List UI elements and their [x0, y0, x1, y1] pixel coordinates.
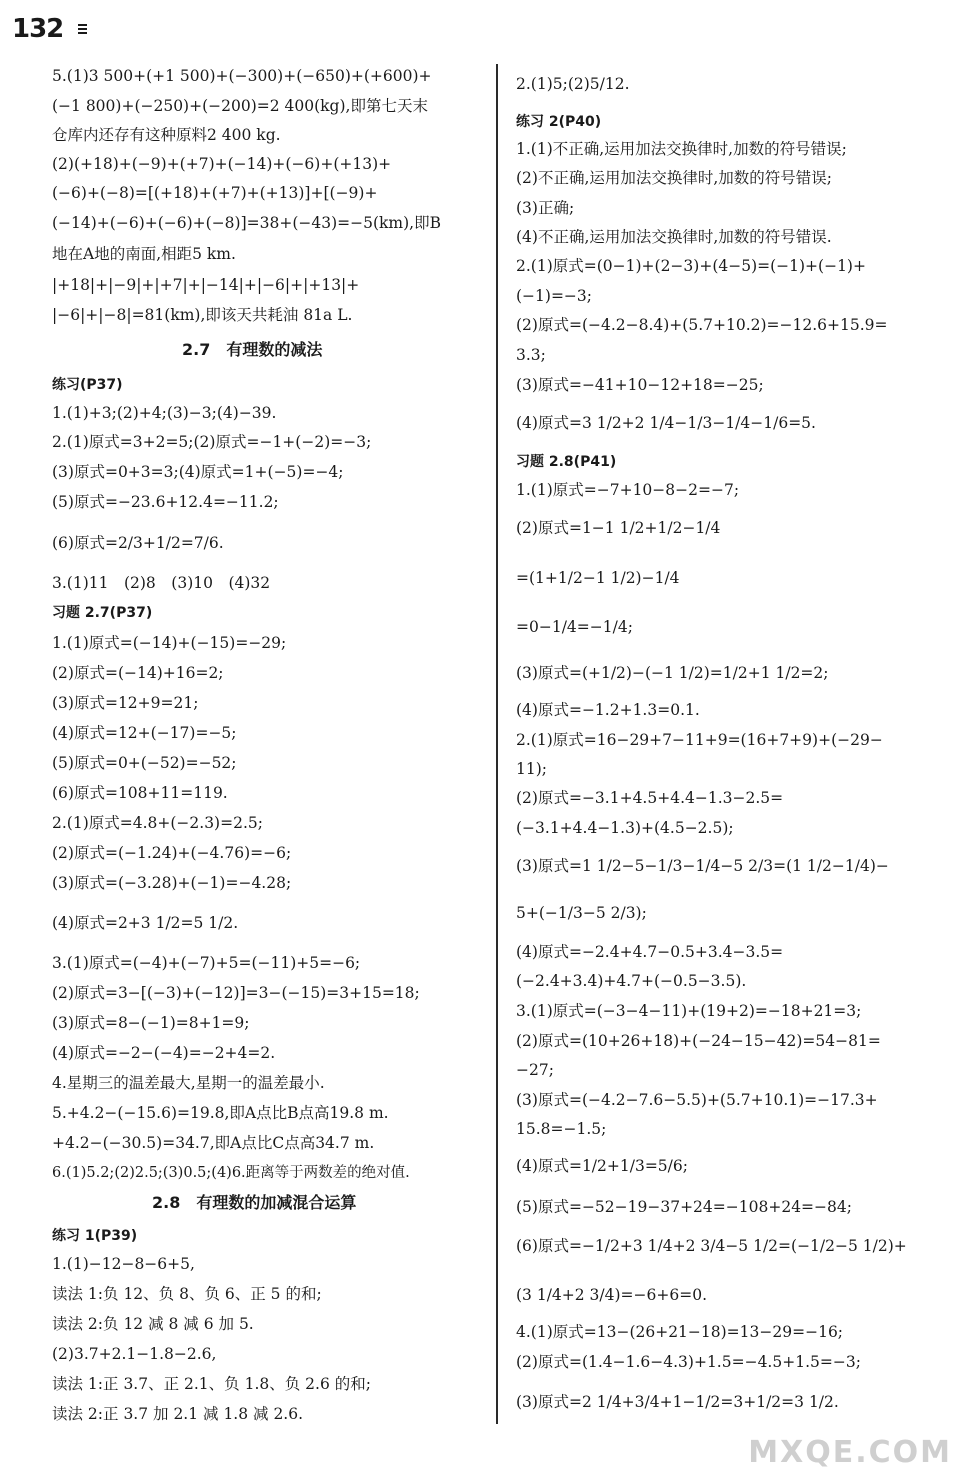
text-line: 读法 1:正 3.7、正 2.1、负 1.8、负 2.6 的和;: [52, 1375, 371, 1393]
text-line: 6.(1)5.2;(2)2.5;(3)0.5;(4)6.距离等于两数差的绝对值.: [52, 1165, 410, 1181]
text-line: =0−1/4=−1/4;: [516, 618, 633, 636]
section-title: 2.8 有理数的加减混合运算: [152, 1193, 357, 1212]
text-line: (4)原式=3 1/2+2 1/4−1/3−1/4−1/6=5.: [516, 414, 816, 432]
text-line: (2)不正确,运用加法交换律时,加数的符号错误;: [516, 169, 833, 187]
text-line: (2)原式=(10+26+18)+(−24−15−42)=54−81=: [516, 1032, 881, 1050]
text-line: (4)原式=−2−(−4)=−2+4=2.: [52, 1044, 276, 1062]
text-line: 3.3;: [516, 346, 546, 364]
text-line: 1.(1)原式=(−14)+(−15)=−29;: [52, 634, 287, 652]
text-line: (2)原式=−3.1+4.5+4.4−1.3−2.5=: [516, 789, 784, 807]
text-line: (−6)+(−8)=[(+18)+(+7)+(+13)]+[(−9)+: [52, 184, 378, 202]
text-line: (3)原式=2 1/4+3/4+1−1/2=3+1/2=3 1/2.: [516, 1393, 839, 1411]
exercise-heading: 习题 2.7(P37): [52, 605, 153, 621]
exercise-heading: 习题 2.8(P41): [516, 454, 617, 470]
text-line: |−6|+|−8|=81(km),即该天共耗油 81a L.: [52, 306, 353, 324]
watermark: MXQE.COM: [748, 1435, 952, 1470]
text-line: 读法 1:负 12、负 8、负 6、正 5 的和;: [52, 1285, 322, 1303]
text-line: (2)原式=(1.4−1.6−4.3)+1.5=−4.5+1.5=−3;: [516, 1353, 861, 1371]
text-line: 2.(1)原式=4.8+(−2.3)=2.5;: [52, 814, 263, 832]
text-line: (3)原式=1 1/2−5−1/3−1/4−5 2/3=(1 1/2−1/4)−: [516, 857, 889, 875]
text-line: (5)原式=−23.6+12.4=−11.2;: [52, 493, 279, 511]
text-line: 5.(1)3 500+(+1 500)+(−300)+(−650)+(+600)+: [52, 67, 432, 85]
text-line: 15.8=−1.5;: [516, 1120, 607, 1138]
text-line: 1.(1)原式=−7+10−8−2=−7;: [516, 481, 740, 499]
text-line: (−1)=−3;: [516, 287, 593, 305]
page-number: 132: [12, 14, 64, 44]
page-number-mark: [78, 24, 87, 36]
section-title: 2.7 有理数的减法: [182, 340, 323, 359]
exercise-heading: 练习 2(P40): [516, 114, 602, 130]
text-line: 5+(−1/3−5 2/3);: [516, 904, 647, 922]
text-line: (2)原式=1−1 1/2+1/2−1/4: [516, 519, 721, 537]
column-divider: [496, 64, 498, 1424]
text-line: 1.(1)+3;(2)+4;(3)−3;(4)−39.: [52, 404, 277, 422]
exercise-heading: 练习 1(P39): [52, 1228, 138, 1244]
text-line: 读法 2:正 3.7 加 2.1 减 1.8 减 2.6.: [52, 1405, 304, 1423]
text-line: 4.(1)原式=13−(26+21−18)=13−29=−16;: [516, 1323, 844, 1341]
text-line: (3)原式=(+1/2)−(−1 1/2)=1/2+1 1/2=2;: [516, 664, 829, 682]
text-line: (−3.1+4.4−1.3)+(4.5−2.5);: [516, 819, 734, 837]
text-line: (5)原式=0+(−52)=−52;: [52, 754, 237, 772]
text-line: 2.(1)原式=16−29+7−11+9=(16+7+9)+(−29−: [516, 731, 883, 749]
text-line: 地在A地的南面,相距5 km.: [52, 245, 236, 263]
text-line: (4)不正确,运用加法交换律时,加数的符号错误.: [516, 228, 832, 246]
text-line: 仓库内还存有这种原料2 400 kg.: [52, 126, 281, 144]
text-line: (3 1/4+2 3/4)=−6+6=0.: [516, 1286, 708, 1304]
text-line: 4.星期三的温差最大,星期一的温差最小.: [52, 1074, 325, 1092]
text-line: =(1+1/2−1 1/2)−1/4: [516, 569, 680, 587]
text-line: (4)原式=12+(−17)=−5;: [52, 724, 237, 742]
text-line: (4)原式=−1.2+1.3=0.1.: [516, 701, 700, 719]
text-line: (3)正确;: [516, 199, 575, 217]
text-line: (−1 800)+(−250)+(−200)=2 400(kg),即第七天末: [52, 97, 428, 115]
text-line: (2)原式=(−1.24)+(−4.76)=−6;: [52, 844, 292, 862]
text-line: (−14)+(−6)+(−6)+(−8)]=38+(−43)=−5(km),即B: [52, 214, 441, 232]
text-line: (5)原式=−52−19−37+24=−108+24=−84;: [516, 1198, 852, 1216]
text-line: 2.(1)原式=3+2=5;(2)原式=−1+(−2)=−3;: [52, 433, 372, 451]
text-line: |+18|+|−9|+|+7|+|−14|+|−6|+|+13|+: [52, 276, 360, 294]
text-line: (3)原式=12+9=21;: [52, 694, 199, 712]
text-line: 读法 2:负 12 减 8 减 6 加 5.: [52, 1315, 254, 1333]
text-line: 3.(1)原式=(−4)+(−7)+5=(−11)+5=−6;: [52, 954, 361, 972]
text-line: 5.+4.2−(−15.6)=19.8,即A点比B点高19.8 m.: [52, 1104, 389, 1122]
text-line: 2.(1)5;(2)5/12.: [516, 75, 630, 93]
text-line: (3)原式=(−3.28)+(−1)=−4.28;: [52, 874, 292, 892]
text-line: 2.(1)原式=(0−1)+(2−3)+(4−5)=(−1)+(−1)+: [516, 257, 866, 275]
text-line: 1.(1)−12−8−6+5,: [52, 1255, 195, 1273]
text-line: (2)原式=(−14)+16=2;: [52, 664, 224, 682]
text-line: (−2.4+3.4)+4.7+(−0.5−3.5).: [516, 972, 747, 990]
text-line: (2)(+18)+(−9)+(+7)+(−14)+(−6)+(+13)+: [52, 155, 392, 173]
text-line: (4)原式=2+3 1/2=5 1/2.: [52, 914, 239, 932]
text-line: (4)原式=1/2+1/3=5/6;: [516, 1157, 688, 1175]
text-line: 3.(1)原式=(−3−4−11)+(19+2)=−18+21=3;: [516, 1002, 862, 1020]
text-line: 1.(1)不正确,运用加法交换律时,加数的符号错误;: [516, 140, 847, 158]
text-line: (2)原式=(−4.2−8.4)+(5.7+10.2)=−12.6+15.9=: [516, 316, 888, 334]
text-line: (3)原式=−41+10−12+18=−25;: [516, 376, 764, 394]
text-line: 11);: [516, 760, 547, 778]
text-line: (6)原式=2/3+1/2=7/6.: [52, 534, 224, 552]
text-line: (2)3.7+2.1−1.8−2.6,: [52, 1345, 217, 1363]
text-line: (3)原式=0+3=3;(4)原式=1+(−5)=−4;: [52, 463, 344, 481]
text-line: (3)原式=8−(−1)=8+1=9;: [52, 1014, 250, 1032]
text-line: 3.(1)11 (2)8 (3)10 (4)32: [52, 574, 271, 592]
text-line: −27;: [516, 1061, 554, 1079]
text-line: (6)原式=108+11=119.: [52, 784, 228, 802]
text-line: (4)原式=−2.4+4.7−0.5+3.4−3.5=: [516, 943, 784, 961]
text-line: +4.2−(−30.5)=34.7,即A点比C点高34.7 m.: [52, 1134, 375, 1152]
exercise-heading: 练习(P37): [52, 377, 123, 393]
text-line: (3)原式=(−4.2−7.6−5.5)+(5.7+10.1)=−17.3+: [516, 1091, 878, 1109]
text-line: (2)原式=3−[(−3)+(−12)]=3−(−15)=3+15=18;: [52, 984, 420, 1002]
text-line: (6)原式=−1/2+3 1/4+2 3/4−5 1/2=(−1/2−5 1/2)+: [516, 1237, 907, 1255]
